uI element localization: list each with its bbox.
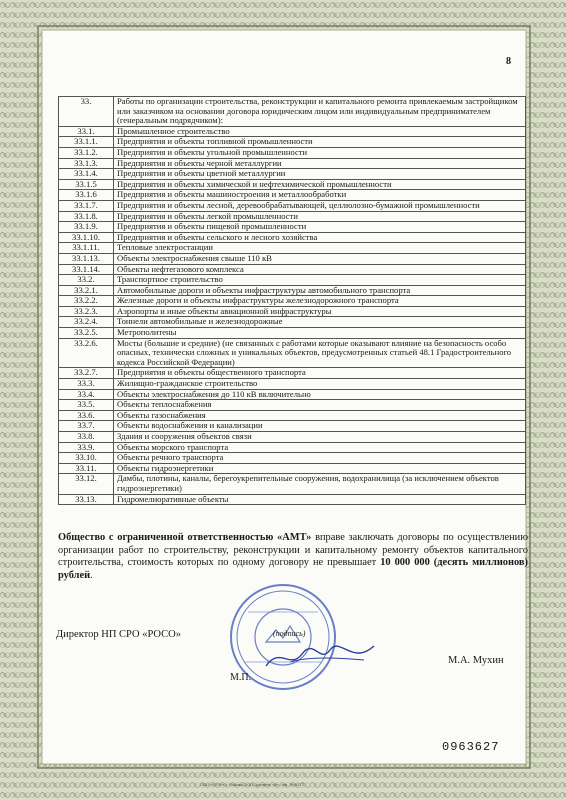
row-number: 33.1.7. xyxy=(59,200,114,211)
row-text: Объекты гидроэнергетики xyxy=(114,463,526,474)
table-row xyxy=(59,368,526,379)
statement-body: вправе заключать договоры по осуществлению организации работ по строительству, реконструкции и капитальному ремонту объектов капитального строительства, стоимость которых по одному договору не превышает xyxy=(58,532,528,569)
row-number: 33.1.11. xyxy=(59,243,114,254)
table-row xyxy=(59,243,526,254)
row-number: 33.10. xyxy=(59,453,114,464)
row-number: 33.1.3. xyxy=(59,158,114,169)
work-types-table xyxy=(58,96,526,505)
table-row xyxy=(59,190,526,201)
row-text: Автомобильные дороги и объекты инфраструктуры автомобильного транспорта xyxy=(114,285,526,296)
row-number: 33.8. xyxy=(59,432,114,443)
table-row xyxy=(59,442,526,453)
statement-paragraph xyxy=(58,532,528,582)
row-number: 33.2.3. xyxy=(59,306,114,317)
table-row xyxy=(59,296,526,307)
row-number: 33. xyxy=(59,97,114,127)
row-number: 33.3. xyxy=(59,379,114,390)
row-text: Транспортное строительство xyxy=(114,275,526,286)
row-number: 33.1.13. xyxy=(59,253,114,264)
table-row xyxy=(59,379,526,390)
row-text: Объекты газоснабжения xyxy=(114,410,526,421)
row-text: Гидромелиоративные объекты xyxy=(114,494,526,505)
row-number: 33.2. xyxy=(59,275,114,286)
table-row xyxy=(59,400,526,411)
row-number: 33.5. xyxy=(59,400,114,411)
row-text: Работы по организации строительства, реконструкции и капитального ремонта привлекаемым застройщиком или заказчиком на основании договора юридическим лицом или индивидуальным предпринимателем (генеральным подрядчиком): xyxy=(114,97,526,127)
row-text: Аэропорты и иные объекты авиационной инфраструктуры xyxy=(114,306,526,317)
row-text: Предприятия и объекты лесной, деревообрабатывающей, целлюлозно-бумажной промышленности xyxy=(114,200,526,211)
row-text: Предприятия и объекты пищевой промышленности xyxy=(114,222,526,233)
contract-limit-amount: 10 000 000 (десять миллионов) рублей xyxy=(58,557,528,581)
row-text: Дамбы, плотины, каналы, берегоукрепительные сооружения, водохранилища (за исключением объектов гидроэнергетики) xyxy=(114,474,526,494)
row-text: Объекты речного транспорта xyxy=(114,453,526,464)
row-number: 33.2.2. xyxy=(59,296,114,307)
row-text: Метрополитены xyxy=(114,328,526,339)
row-text: Здания и сооружения объектов связи xyxy=(114,432,526,443)
row-text: Объекты нефтегазового комплекса xyxy=(114,264,526,275)
row-text: Тепловые электростанции xyxy=(114,243,526,254)
printer-footer: ООО «ОПФ», г. Москва, 2011, уровень «В», зак. № 6277 xyxy=(200,782,304,787)
table-row xyxy=(59,317,526,328)
row-text: Предприятия и объекты машиностроения и металлообработки xyxy=(114,190,526,201)
table-row xyxy=(59,338,526,368)
table-row xyxy=(59,453,526,464)
table-row xyxy=(59,211,526,222)
row-number: 33.9. xyxy=(59,442,114,453)
row-text: Предприятия и объекты химической и нефтехимической промышленности xyxy=(114,179,526,190)
seal-place-label: М.П. xyxy=(230,672,252,683)
table-row xyxy=(59,410,526,421)
table-row xyxy=(59,285,526,296)
row-text: Объекты электроснабжения свыше 110 кВ xyxy=(114,253,526,264)
table-row xyxy=(59,389,526,400)
row-number: 33.4. xyxy=(59,389,114,400)
row-text: Предприятия и объекты общественного транспорта xyxy=(114,368,526,379)
row-text: Объекты электроснабжения до 110 кВ включительно xyxy=(114,389,526,400)
table-row xyxy=(59,97,526,127)
table-row xyxy=(59,494,526,505)
row-number: 33.2.1. xyxy=(59,285,114,296)
row-number: 33.1.9. xyxy=(59,222,114,233)
row-number: 33.6. xyxy=(59,410,114,421)
table-row xyxy=(59,200,526,211)
row-text: Тоннели автомобильные и железнодорожные xyxy=(114,317,526,328)
table-row xyxy=(59,126,526,137)
row-number: 33.2.6. xyxy=(59,338,114,368)
signature-caption: (подпись) xyxy=(273,629,306,638)
table-row xyxy=(59,328,526,339)
page-number: 8 xyxy=(506,56,511,67)
row-text: Промышленное строительство xyxy=(114,126,526,137)
row-text: Предприятия и объекты легкой промышленности xyxy=(114,211,526,222)
row-number: 33.1.2. xyxy=(59,147,114,158)
row-number: 33.1.14. xyxy=(59,264,114,275)
row-text: Предприятия и объекты угольной промышленности xyxy=(114,147,526,158)
table-row xyxy=(59,232,526,243)
table-row xyxy=(59,275,526,286)
row-number: 33.12. xyxy=(59,474,114,494)
table-row xyxy=(59,421,526,432)
table-row xyxy=(59,432,526,443)
table-row xyxy=(59,306,526,317)
row-text: Объекты водоснабжения и канализации xyxy=(114,421,526,432)
row-number: 33.7. xyxy=(59,421,114,432)
row-number: 33.2.4. xyxy=(59,317,114,328)
serial-number: 0963627 xyxy=(442,740,500,754)
row-number: 33.1.1. xyxy=(59,137,114,148)
row-number: 33.13. xyxy=(59,494,114,505)
table-row xyxy=(59,179,526,190)
row-text: Предприятия и объекты сельского и лесного хозяйства xyxy=(114,232,526,243)
row-text: Железные дороги и объекты инфраструктуры железнодорожного транспорта xyxy=(114,296,526,307)
row-number: 33.2.5. xyxy=(59,328,114,339)
statement-end: . xyxy=(90,569,93,581)
table-row xyxy=(59,158,526,169)
table-row xyxy=(59,222,526,233)
handwritten-signature xyxy=(260,636,380,676)
table-row xyxy=(59,147,526,158)
table-row xyxy=(59,264,526,275)
row-text: Объекты теплоснабжения xyxy=(114,400,526,411)
row-text: Жилищно-гражданское строительство xyxy=(114,379,526,390)
row-number: 33.1. xyxy=(59,126,114,137)
row-text: Объекты морского транспорта xyxy=(114,442,526,453)
table-row xyxy=(59,463,526,474)
row-text: Предприятия и объекты топливной промышленности xyxy=(114,137,526,148)
row-number: 33.2.7. xyxy=(59,368,114,379)
row-number: 33.11. xyxy=(59,463,114,474)
table-row xyxy=(59,137,526,148)
table-row xyxy=(59,253,526,264)
row-number: 33.1.5 xyxy=(59,179,114,190)
row-number: 33.1.10. xyxy=(59,232,114,243)
row-number: 33.1.4. xyxy=(59,169,114,180)
company-name: Общество с ограниченной ответственностью «АМТ» xyxy=(58,532,312,543)
row-text: Предприятия и объекты цветной металлургии xyxy=(114,169,526,180)
table-row xyxy=(59,169,526,180)
row-text: Мосты (большие и средние) (не связанных с работами которые оказывают влияние на безопасность особо опасных, технически сложных и уникальных объектов, предусмотренных статьей 48.1 Градостроительного кодекса Российской Федерации) xyxy=(114,338,526,368)
row-number: 33.1.6 xyxy=(59,190,114,201)
director-title: Директор НП СРО «РОСО» xyxy=(56,629,181,640)
table-row xyxy=(59,474,526,494)
row-number: 33.1.8. xyxy=(59,211,114,222)
row-text: Предприятия и объекты черной металлургии xyxy=(114,158,526,169)
director-name: М.А. Мухин xyxy=(448,655,504,666)
